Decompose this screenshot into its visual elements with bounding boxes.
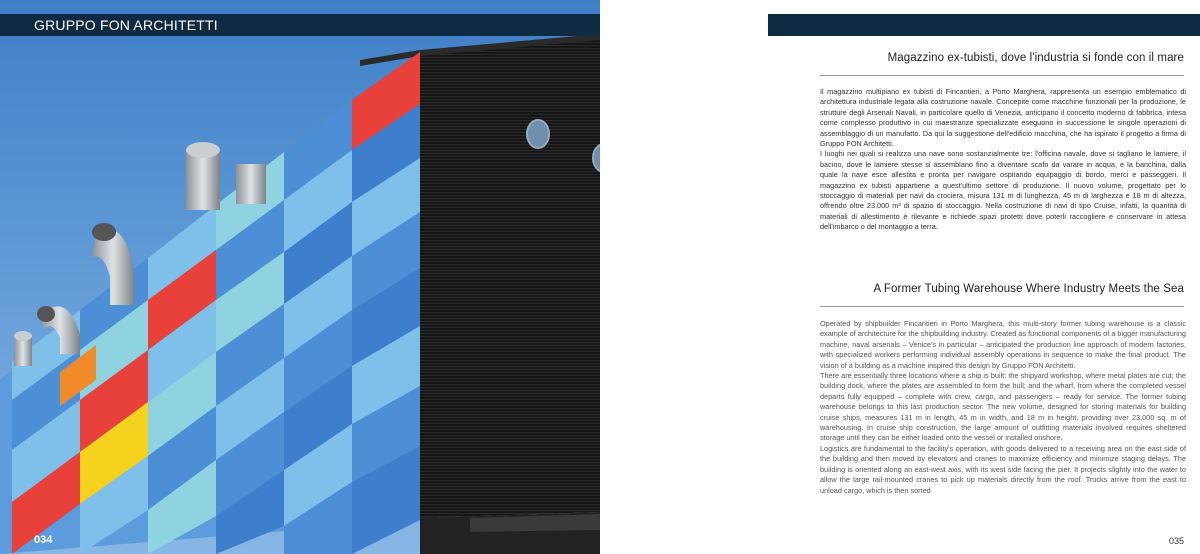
header-bar-right [768,14,1200,36]
page-gutter [600,0,768,554]
english-paragraph: There are essentially three locations where a ship is built: the shipyard workshop, where metal plates are cut; the building dock, where the plates are assembled to form the hull; and the wharf, from where the completed vessel departs fully equipped – complete with crew, cargo, and passengers – ready for service. The former tubing warehouse belongs to this last production sector. The new volume, designed for storing materials for building cruise ships, measures 131 m in length, 45 m in width, and 18 m in height, providing over 23,000 sq. m of warehousing. In cruise ship construction, the large amount of outfitting materials involved requires sheltered storage until they can be either loaded onto the vessel or installed onshore. [820,371,1186,443]
italian-paragraph: I luoghi nei quali si realizza una nave sono sostanzialmente tre: l'officina navale, dove si tagliano le lamiere, il bacino, dove le lamiere stesse si assemblano fino a diventare scafo da varare in acqua, e la banchina, dalla quale la nave esce allestita e pronta per navigare ospitando equipaggio di bordo, merci e passeggeri. Il magazzino ex tubisti appartiene a quest'ultimo settore di produzione. Il nuovo volume, progettato per lo stoccaggio di materiali per navi da crociera, misura 131 m di lunghezza, 45 m di larghezza e 18 m di altezza, offrendo oltre 23.000 m³ di spazio di stoccaggio. Nella costruzione di navi di tipo Cruise, infatti, la quantità di materiali di allestimento è rilevante e richiede spazi protetti dove poterli raccogliere e conservare in attesa dell'imbarco o del montaggio a terra. [820,149,1186,232]
english-body [820,319,1186,496]
colored-panel-facade [0,52,420,554]
publisher-header-bar: GRUPPO FON ARCHITETTI [0,14,600,36]
page-number-left: 034 [34,534,53,546]
title-divider-italian [820,75,1184,76]
dark-ribbed-volume [420,36,600,518]
page-number-right: 035 [1168,536,1184,546]
english-title: A Former Tubing Warehouse Where Industry Meets the Sea [873,283,1184,295]
right-page-text [768,0,1200,554]
english-paragraph: Logistics are fundamental to the facility's operation, with goods delivered to a receiving area on the east side of the building and then moved by elevators and cranes to maximize efficiency and minimize staging delays. The building is oriented along an east-west axis, with its west side facing the pier. It projects slightly into the water to allow the large rail-mounted cranes to pick up materials directly from the roof. Trucks arrive from the east to unload cargo, which is then sorted [820,443,1186,495]
italian-paragraph: Il magazzino multipiano ex tubisti di Fincantieri, a Porto Marghera, rappresenta un esempio emblematico di architettura industriale legata alla costruzione navale. Concepite come macchine funzionali per la produzione, le strutture degli Arsenali Navali, in particolare quello di Venezia, anticipano il concetto moderno di fabbrica, intesa come complesso produttivo in cui maestranze specializzate eseguono in successione le singole operazioni di assemblaggio di un manufatto. Da qui la suggestione dell'edificio macchina, che ha ispirato il progetto a firma di Gruppo FON Architetti. [820,87,1186,149]
english-paragraph: Operated by shipbuilder Fincantieri in Porto Marghera, this multi-story former tubing warehouse is a classic example of architecture for the shipbuilding industry. Created as functional components of a bigger manufacturing machine, naval arsenals – Venice's in particular – anticipated the production line approach of modern factories, with specialized workers performing individual assembly operations in sequence to make the final product. The vision of a building as a machine inspired this design by Gruppo FON Architetti. [820,319,1186,370]
title-divider-english [820,306,1184,307]
italian-body [820,87,1186,233]
italian-title: Magazzino ex-tubisti, dove l'industria si fonde con il mare [887,52,1184,64]
